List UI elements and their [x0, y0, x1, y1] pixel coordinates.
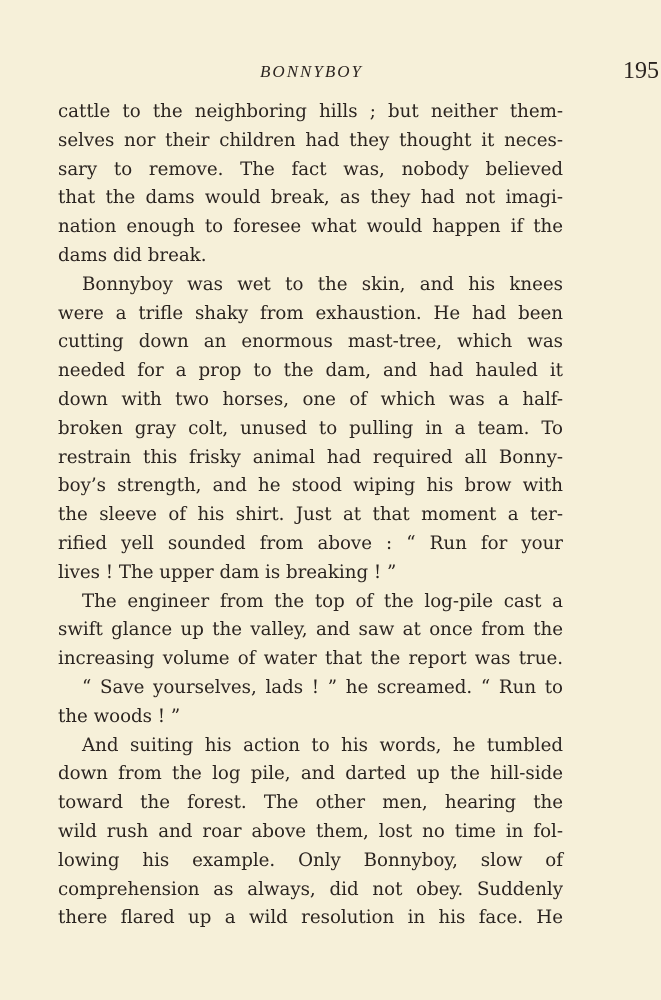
text-line: that the dams would break, as they had not imagi-: [58, 187, 563, 209]
text-line: down with two horses, one of which was a half-: [58, 388, 563, 410]
text-line: nation enough to foresee what would happen if the: [58, 216, 563, 238]
text-line: rified yell sounded from above : “ Run for your: [58, 532, 563, 554]
text-line: boy’s strength, and he stood wiping his brow with: [58, 475, 563, 497]
paragraph-first-line: And suiting his action to his words, he tumbled: [82, 734, 563, 756]
text-line: cutting down an enormous mast-tree, which was: [58, 331, 563, 353]
text-line: were a trifle shaky from exhaustion. He had been: [58, 302, 563, 324]
page-number: 195: [623, 58, 659, 84]
running-head: [58, 58, 659, 88]
body-text: [58, 98, 563, 933]
text-line: increasing volume of water that the report was true.: [58, 648, 563, 670]
text-line: sary to remove. The fact was, nobody believed: [58, 158, 563, 180]
text-line: the sleeve of his shirt. Just at that moment a ter-: [58, 504, 563, 526]
text-line: toward the forest. The other men, hearing the: [58, 792, 563, 814]
text-line: cattle to the neighboring hills ; but neither them-: [58, 101, 563, 122]
text-line: the woods ! ”: [58, 705, 181, 727]
paragraph-first-line: Bonnyboy was wet to the skin, and his knees: [82, 273, 563, 295]
text-line: broken gray colt, unused to pulling in a team. To: [58, 417, 563, 439]
text-line: restrain this frisky animal had required all Bonny-: [58, 446, 563, 468]
text-line: comprehension as always, did not obey. Suddenly: [58, 878, 563, 900]
paragraph-first-line: The engineer from the top of the log-pile cast a: [82, 590, 563, 612]
text-line: lives ! The upper dam is breaking ! ”: [58, 561, 397, 583]
text-line: dams did break.: [58, 244, 207, 266]
text-line: down from the log pile, and darted up the hill-side: [58, 763, 563, 785]
text-line: needed for a prop to the dam, and had hauled it: [58, 360, 563, 382]
text-line: swift glance up the valley, and saw at once from the: [58, 619, 563, 641]
text-line: there flared up a wild resolution in his face. He: [58, 907, 563, 929]
paragraph-first-line: “ Save yourselves, lads ! ” he screamed. “ Run to: [82, 676, 563, 698]
text-line: selves nor their children had they thought it neces-: [58, 129, 563, 151]
text-line: lowing his example. Only Bonnyboy, slow of: [58, 849, 563, 871]
text-line: wild rush and roar above them, lost no time in fol-: [58, 820, 563, 842]
running-title: BONNYBOY: [260, 62, 363, 81]
